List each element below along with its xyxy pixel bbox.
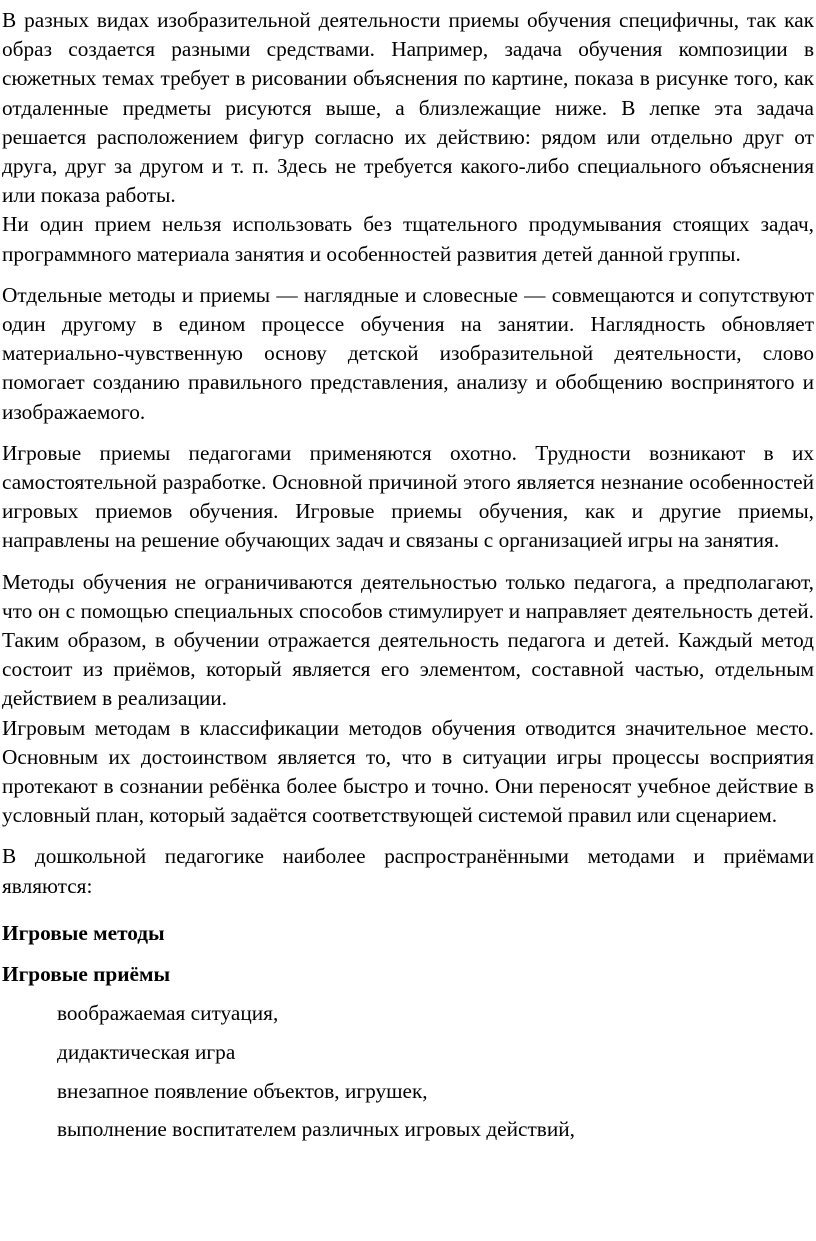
paragraph-1: В разных видах изобразительной деятельности приемы обучения специфичны, так как образ создается разными средствами. Например, задача обучения композиции в сюжетных темах требует в рисовании объяснения по картине, показа в рисунке того, как отдаленные предметы рисуются выше, а близлежащие ниже. В лепке эта задача решается расположением фигур согласно их действию: рядом или отдельно друг от друга, друг за другом и т. п. Здесь не требуется какого-либо специального объяснения или показа работы. [2,8,814,208]
paragraph-2: Ни один прием нельзя использовать без тщательного продумывания стоящих задач, программного материала занятия и особенностей развития детей данной группы. [2,212,814,266]
heading-game-methods: Игровые методы [2,920,165,945]
list-item: выполнение воспитателем различных игровых действий, [57,1117,575,1142]
paragraph-4: Игровые приемы педагогами применяются охотно. Трудности возникают в их самостоятельной разработке. Основной причиной этого является незнание особенностей игровых приемов обучения. Игровые приемы обучения, как и другие приемы, направлены на решение обучающих задач и связаны с организацией игры на занятия. [2,440,814,553]
list-item: воображаемая ситуация, [57,1001,279,1026]
paragraph-3: Отдельные методы и приемы — наглядные и словесные — совмещаются и сопутствуют один другому в едином процессе обучения на занятии. Наглядность обновляет материально-чувственную основу детской изобразительной деятельности, слово помогает созданию правильного представления, анализу и обобщению воспринятого и изображаемого. [2,282,814,424]
paragraph-7: В дошкольной педагогике наиболее распространёнными методами и приёмами являются: [2,844,814,898]
techniques-list [0,999,816,1144]
list-item: дидактическая игра [57,1040,236,1064]
list-item: внезапное появление объектов, игрушек, [57,1078,428,1103]
heading-game-techniques: Игровые приёмы [2,962,171,987]
paragraph-5: Методы обучения не ограничиваются деятельностью только педагога, а предполагают, что он с помощью специальных способов стимулирует и направляет деятельность детей. Таким образом, в обучении отражается деятельность педагога и детей. Каждый метод состоит из приёмов, который является его элементом, составной частью, отдельным действием в реализации. [2,569,814,711]
paragraph-6: Игровым методам в классификации методов обучения отводится значительное место. Основным их достоинством является то, что в ситуации игры процессы восприятия протекают в сознании ребёнка более быстро и точно. Они переносят учебное действие в условный план, который задаётся соответствующей системой правил или сценарием. [2,715,814,828]
